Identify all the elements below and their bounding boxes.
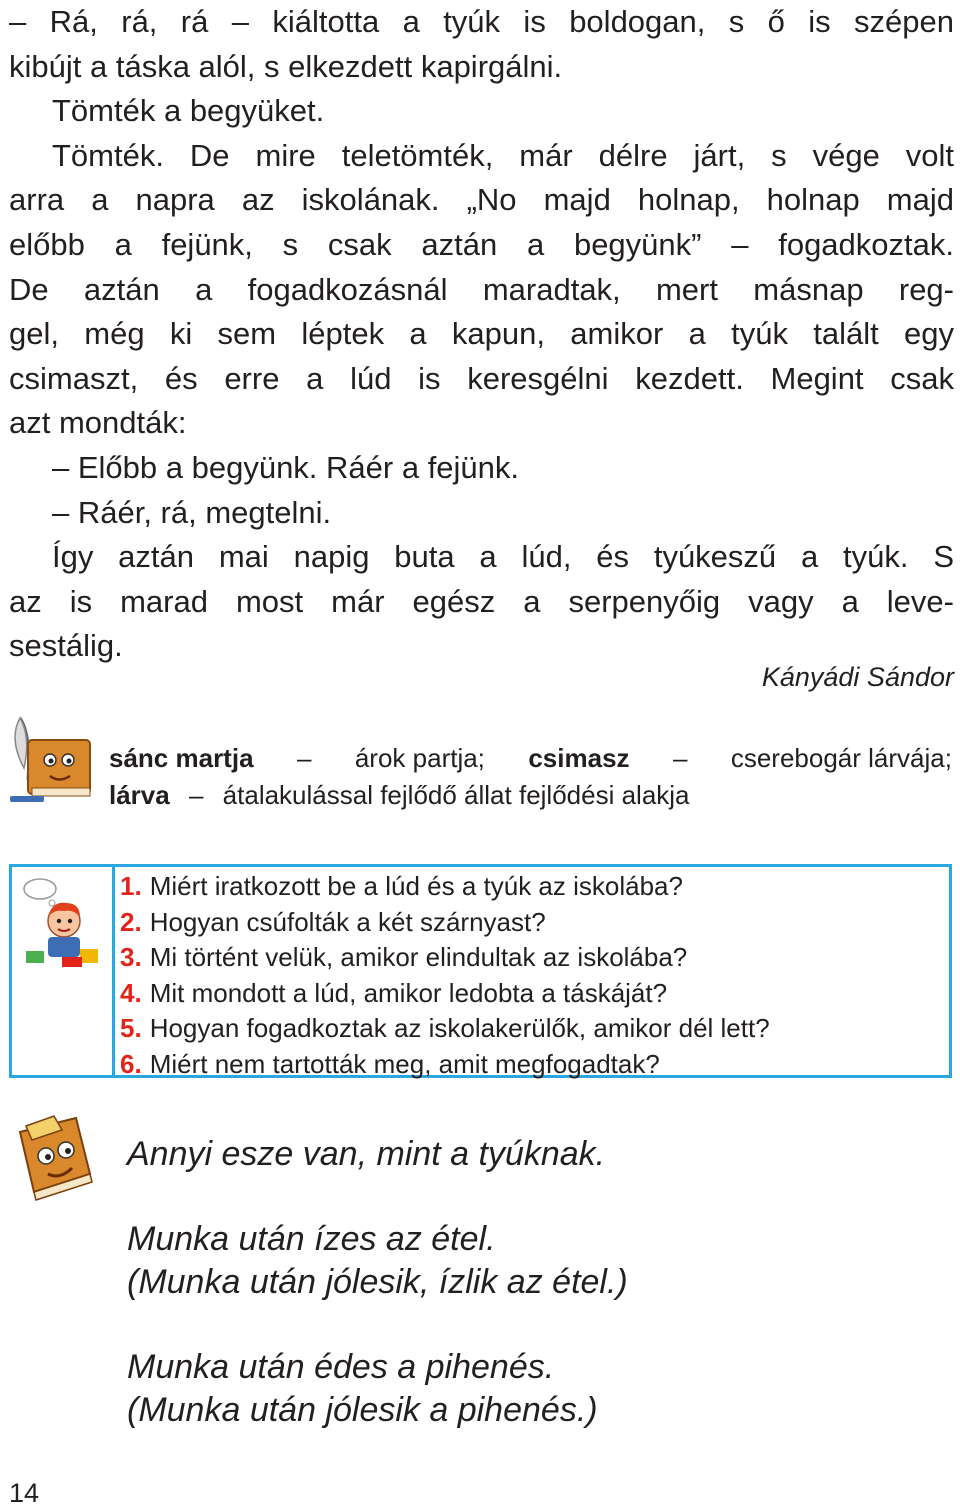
glossary-dash: – xyxy=(296,743,312,773)
glossary xyxy=(109,740,952,814)
story-text xyxy=(9,0,954,669)
story-line: arra a napra az iskolának. „No majd holnap, holnap majd xyxy=(9,182,954,218)
question-number: 6. xyxy=(120,1048,142,1079)
story-line: sestálig. xyxy=(9,628,123,664)
story-line: előbb a fejünk, s csak aztán a begyünk” – fogadkoztak. xyxy=(9,226,954,262)
question-text: Hogyan fogadkoztak az iskolakerülők, amikor dél lett? xyxy=(149,1013,770,1044)
question-text: Mi történt velük, amikor elindultak az iskolába? xyxy=(149,942,688,973)
story-line: Így aztán mai napig buta a lúd, és tyúkeszű a tyúk. S xyxy=(52,539,954,575)
story-line: – Előbb a begyünk. Ráér a fejünk. xyxy=(52,449,520,485)
question-item xyxy=(120,940,770,976)
story-line: az is marad most már egész a serpenyőig vagy a leve- xyxy=(9,583,954,619)
question-item xyxy=(120,869,770,905)
question-item xyxy=(120,1047,770,1083)
story-line: azt mondták: xyxy=(9,405,187,441)
story-line: Tömték a begyüket. xyxy=(52,93,325,129)
story-line: Tömték. De mire teletömték, már délre járt, s vége volt xyxy=(52,137,954,173)
proverb: Annyi esze van, mint a tyúknak. xyxy=(127,1135,606,1173)
thinking-child-icon xyxy=(18,875,108,971)
question-text: Mit mondott a lúd, amikor ledobta a táskáját? xyxy=(149,977,668,1008)
glossary-line xyxy=(109,777,952,814)
glossary-definition: árok partja; xyxy=(354,743,485,773)
story-line: – Rá, rá, rá – kiáltotta a tyúk is boldogan, s ő is szépen xyxy=(9,4,954,39)
question-number: 2. xyxy=(120,906,142,937)
story-line: De aztán a fogadkozásnál maradtak, mert másnap reg- xyxy=(9,271,954,307)
glossary-term: csimasz xyxy=(528,743,630,773)
page-number: 14 xyxy=(9,1478,40,1508)
glossary-term: lárva xyxy=(109,780,170,810)
question-number: 1. xyxy=(120,871,142,901)
question-text: Hogyan csúfolták a két szárnyast? xyxy=(149,906,546,937)
proverb: Munka után ízes az étel. xyxy=(127,1220,496,1258)
glossary-term: sánc martja xyxy=(109,743,254,773)
question-text: Miért nem tartották meg, amit megfogadtak? xyxy=(149,1048,660,1079)
glossary-definition: átalakulással fejlődő állat fejlődési alakja xyxy=(222,780,690,810)
proverb: Munka után édes a pihenés. xyxy=(127,1348,555,1386)
glossary-line xyxy=(109,740,952,777)
story-line: kibújt a táska alól, s elkezdett kapirgálni. xyxy=(9,48,563,84)
proverb-variant: (Munka után jólesik a pihenés.) xyxy=(127,1391,598,1429)
story-line: csimaszt, és erre a lúd is keresgélni kezdett. Megint csak xyxy=(9,360,954,396)
question-number: 3. xyxy=(120,942,142,973)
glossary-definition: cserebogár lárvája; xyxy=(730,743,952,773)
questions-list xyxy=(120,869,770,1083)
question-number: 4. xyxy=(120,977,142,1008)
questions-divider xyxy=(112,867,115,1075)
question-item xyxy=(120,905,770,941)
questions-box xyxy=(9,864,952,1078)
question-text: Miért iratkozott be a lúd és a tyúk az iskolába? xyxy=(149,871,683,901)
glossary-dash: – xyxy=(188,780,204,810)
story-line: gel, még ki sem léptek a kapun, amikor a tyúk talált egy xyxy=(9,316,954,352)
book-mascot-icon xyxy=(6,1112,98,1204)
question-item xyxy=(120,1011,770,1047)
proverb-variant: (Munka után jólesik, ízlik az étel.) xyxy=(127,1263,628,1301)
story-line: – Ráér, rá, megtelni. xyxy=(52,494,332,530)
book-quill-icon xyxy=(6,710,102,806)
author-name: Kányádi Sándor xyxy=(761,662,954,692)
question-item xyxy=(120,976,770,1012)
glossary-dash: – xyxy=(672,743,688,773)
question-number: 5. xyxy=(120,1013,142,1044)
